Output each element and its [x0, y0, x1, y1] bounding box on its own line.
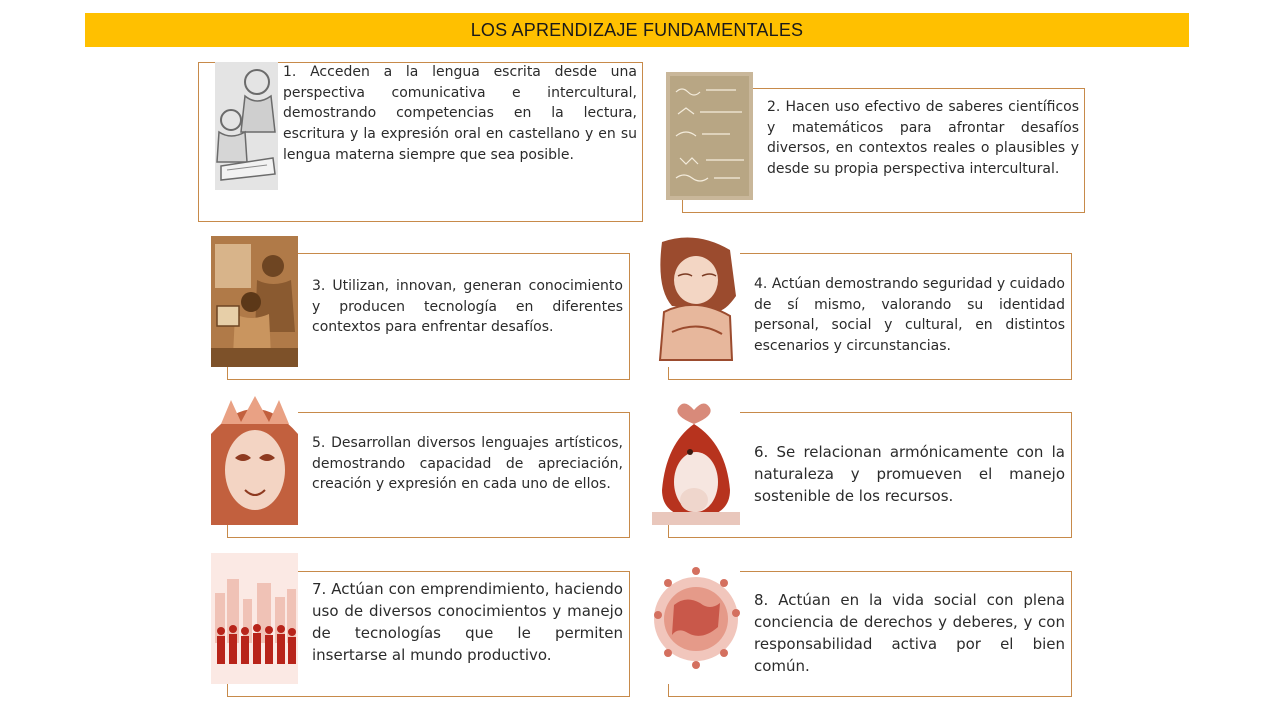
- page-title: LOS APRENDIZAJE FUNDAMENTALES: [470, 19, 804, 40]
- learning-card-1-text: 1. Acceden a la lengua escrita desde una perspectiva comunicativa e intercultural, demostrando competencias en la lectura, escritura y la expresión oral en castellano y en su lengua materna siempre que sea posible.: [283, 64, 637, 163]
- girl-hugging-knees-image: [652, 236, 740, 367]
- math-chalkboard-image: [666, 72, 753, 200]
- learning-card-6-text: 6. Se relacionan armónicamente con la naturaleza y promueven el manejo sostenible de los recursos.: [754, 443, 1065, 505]
- learning-card-2-text: 2. Hacen uso efectivo de saberes científicos y matemáticos para afrontar desafíos diversos, en contextos reales o plausibles y desde su propia perspectiva intercultural.: [767, 99, 1079, 178]
- learning-card-5-text: 5. Desarrollan diversos lenguajes artísticos, demostrando capacidad de apreciación, creación y expresión en cada uno de ellos.: [312, 435, 623, 493]
- title-bar: [85, 13, 1189, 47]
- learning-card-7-text: 7. Actúan con emprendimiento, haciendo uso de diversos conocimientos y manejo de tecnologías que le permiten insertarse al mundo productivo.: [312, 580, 623, 664]
- learning-card-3-text: 3. Utilizan, innovan, generan conocimiento y producen tecnología en diferentes contextos para enfrentar desafíos.: [312, 278, 623, 336]
- learning-card-8-text: 8. Actúan en la vida social con plena conciencia de derechos y deberes, y con responsabilidad activa por el bien común.: [754, 591, 1065, 675]
- penguins-heart-image: [652, 394, 740, 525]
- learning-card-4-text: 4. Actúan demostrando seguridad y cuidado de sí mismo, valorando su identidad personal, social y cultural, en distintos escenarios y circunstancias.: [754, 276, 1065, 355]
- carnival-mask-image: [211, 394, 298, 525]
- globe-people-image: [652, 553, 740, 684]
- people-silhouettes-image: [211, 553, 298, 684]
- students-computer-image: [211, 236, 298, 367]
- children-reading-image: [215, 62, 278, 190]
